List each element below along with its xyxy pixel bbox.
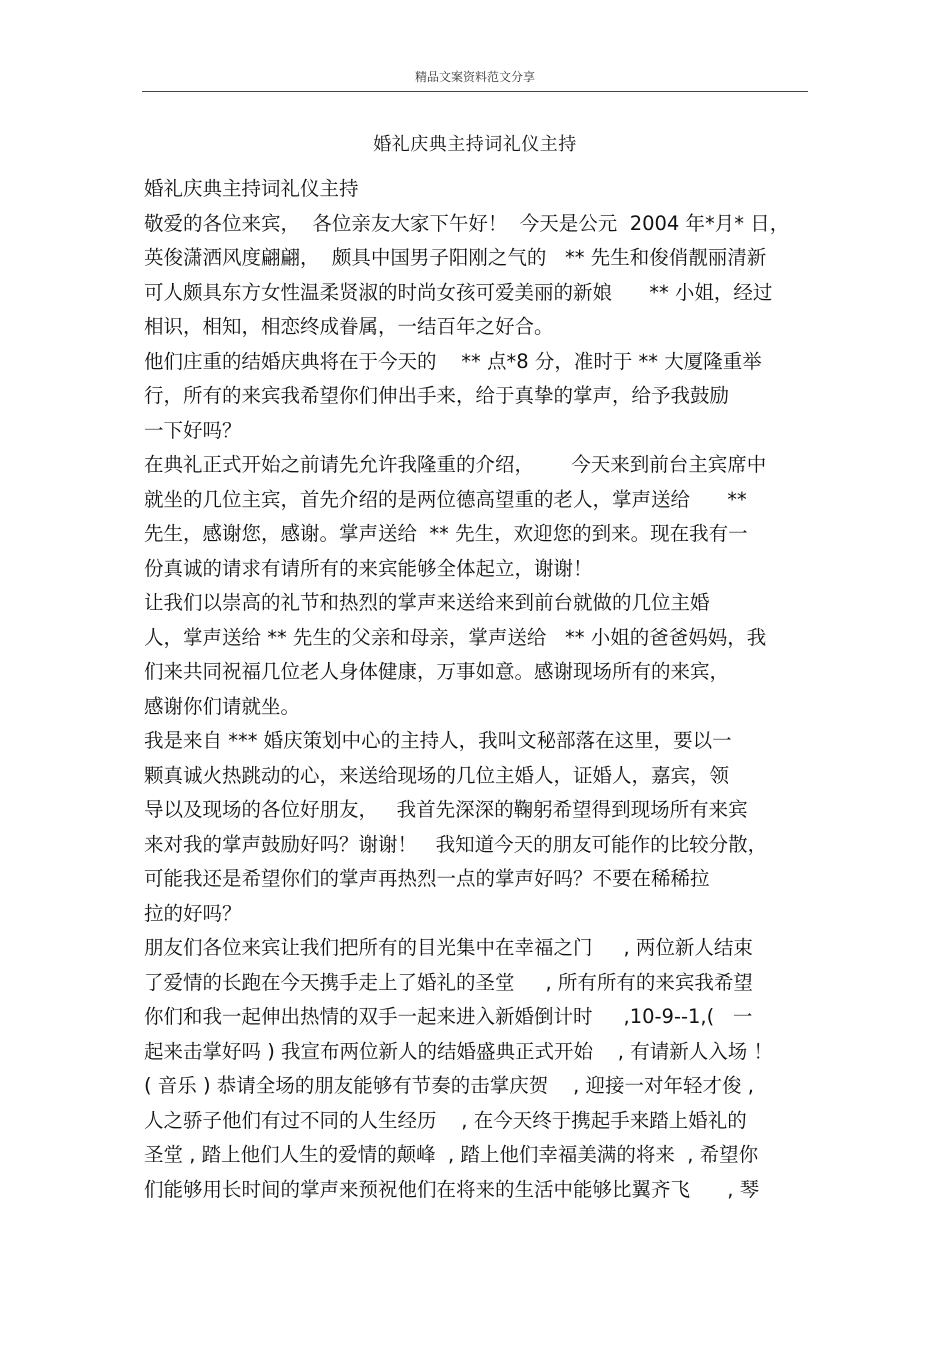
body-line: 起来击掌好吗 ) 我宣布两位新人的结婚盛典正式开始 , 有请新人入场 ！	[144, 1039, 773, 1063]
page-header: 精品文案资料范文分享	[414, 70, 535, 84]
body-line: 先生，感谢您，感谢。掌声送给 ** 先生，欢迎您的到来。现在我有一	[144, 522, 748, 545]
body-line: 就坐的几位主宾，首先介绍的是两位德高望重的老人，掌声送给 **	[144, 487, 747, 511]
document-body	[144, 172, 808, 1207]
body-line: 们能够用长时间的掌声来预祝他们在将来的生活中能够比翼齐飞 , 琴	[144, 1177, 760, 1201]
body-line: 敬爱的各位来宾， 各位亲友大家下午好！ 今天是公元 2004 年*月* 日，	[144, 211, 790, 235]
body-line: 颗真诚火热跳动的心，来送给现场的几位主婚人，证婚人，嘉宾，领	[144, 763, 730, 787]
body-line: 你们和我一起伸出热情的双手一起来进入新婚倒计时 ,10-9--1,( 一	[144, 1005, 753, 1028]
body-line: 人之骄子他们有过不同的人生经历 , 在今天终于携起手来踏上婚礼的	[144, 1108, 747, 1132]
body-line: 行，所有的来宾我希望你们伸出手来，给于真挚的掌声，给予我鼓励	[144, 384, 730, 407]
body-line: 人，掌声送给 ** 先生的父亲和母亲，掌声送给 ** 小姐的爸爸妈妈，我	[144, 625, 767, 649]
body-line: 我是来自 *** 婚庆策划中心的主持人，我叫文秘部落在这里，要以一	[144, 729, 732, 752]
body-line: 来对我的掌声鼓励好吗？谢谢！ 我知道今天的朋友可能作的比较分散，	[144, 832, 768, 856]
document-title: 婚礼庆典主持词礼仪主持	[373, 134, 577, 155]
body-line: 一下好吗？	[144, 418, 242, 442]
body-line: 拉的好吗？	[144, 901, 242, 925]
body-line: 可人颇具东方女性温柔贤淑的时尚女孩可爱美丽的新娘 ** 小姐，经过	[144, 280, 773, 304]
body-line: 导以及现场的各位好朋友， 我首先深深的鞠躬希望得到现场所有来宾	[144, 798, 748, 821]
body-line: 份真诚的请求有请所有的来宾能够全体起立，谢谢！	[144, 556, 593, 580]
body-line: 相识，相知，相恋终成眷属，一结百年之好合。	[144, 315, 554, 338]
body-line: 朋友们各位来宾让我们把所有的目光集中在幸福之门 , 两位新人结束	[144, 936, 753, 959]
body-line: 婚礼庆典主持词礼仪主持	[144, 177, 359, 200]
header-divider	[142, 91, 808, 92]
body-line: 感谢你们请就坐。	[144, 694, 301, 718]
body-line: 在典礼正式开始之前请先允许我隆重的介绍， 今天来到前台主宾席中	[144, 453, 767, 476]
body-line: 们来共同祝福几位老人身体健康，万事如意。感谢现场所有的来宾，	[144, 660, 730, 683]
body-line: 了爱情的长跑在今天携手走上了婚礼的圣堂 , 所有所有的来宾我希望	[144, 970, 753, 994]
body-line: 圣堂 , 踏上他们人生的爱情的颠峰 , 踏上他们幸福美满的将来 , 希望你	[144, 1143, 759, 1166]
body-line: 让我们以崇高的礼节和热烈的掌声来送给来到前台就做的几位主婚	[144, 591, 710, 614]
body-line: 他们庄重的结婚庆典将在于今天的 ** 点*8 分，准时于 ** 大厦隆重举	[144, 349, 762, 373]
body-line: 英俊潇洒风度翩翩， 颇具中国男子阳刚之气的 ** 先生和俊俏靓丽清新	[144, 246, 767, 269]
body-line: ( 音乐 ) 恭请全场的朋友能够有节奏的击掌庆贺 , 迎接一对年轻才俊 ,	[144, 1074, 754, 1097]
body-line: 可能我还是希望你们的掌声再热烈一点的掌声好吗？不要在稀稀拉	[144, 867, 710, 890]
